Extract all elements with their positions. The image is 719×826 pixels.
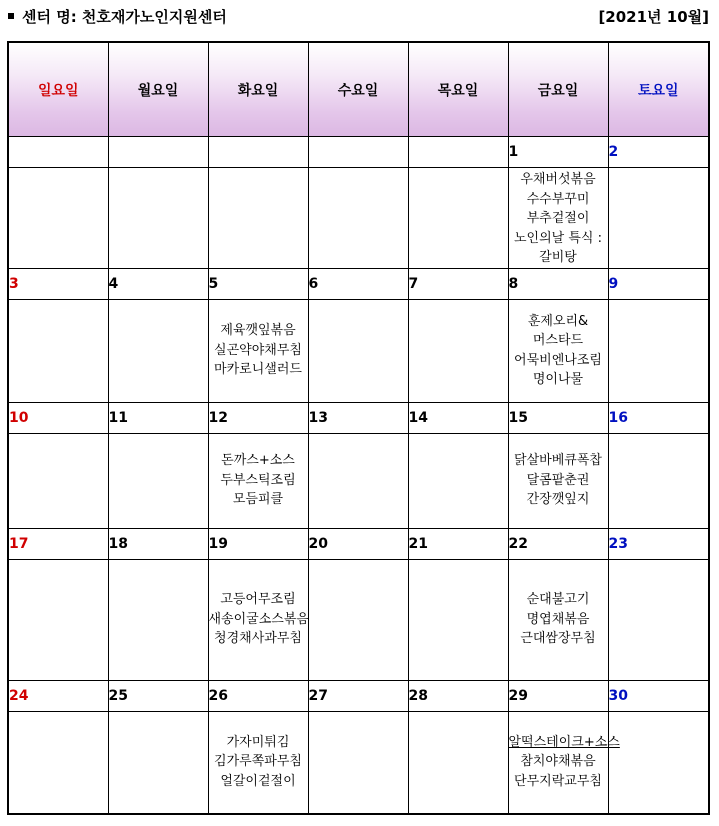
date-cell-monday: 18 (108, 528, 208, 559)
menu-cell-thursday (408, 299, 508, 402)
bullet-icon (8, 13, 14, 19)
menu-row (8, 299, 709, 402)
weekday-tuesday: 화요일 (208, 42, 308, 137)
date-cell-wednesday: 13 (308, 402, 408, 433)
center-name-text: 센터 명: 천호재가노인지원센터 (22, 8, 227, 26)
date-cell-tuesday (208, 137, 308, 168)
menu-cell-monday (108, 433, 208, 528)
menu-cell-thursday (408, 711, 508, 814)
menu-item: 부추겉절이 (526, 211, 590, 226)
menu-cell-tuesday (208, 168, 308, 269)
menu-cell-friday (508, 168, 608, 269)
weekday-wednesday: 수요일 (308, 42, 408, 137)
date-cell-sunday: 10 (8, 402, 108, 433)
menu-item: 돈까스+소스 (221, 453, 295, 469)
date-cell-wednesday (308, 137, 408, 168)
menu-item: 제육깻잎볶음 (220, 323, 296, 339)
menu-cell-sunday (8, 168, 108, 269)
menu-cell-monday (108, 711, 208, 814)
date-cell-tuesday: 26 (208, 680, 308, 711)
date-cell-monday (108, 137, 208, 168)
meal-calendar (7, 41, 710, 815)
date-cell-friday: 22 (508, 528, 608, 559)
date-row (8, 402, 709, 433)
menu-cell-sunday (8, 711, 108, 814)
date-cell-thursday: 21 (408, 528, 508, 559)
menu-row (8, 433, 709, 528)
menu-item: 노인의날 특식 : (514, 230, 602, 246)
menu-item: 달콤팥춘권 (526, 472, 590, 488)
weekday-friday: 금요일 (508, 42, 608, 137)
menu-row (8, 168, 709, 269)
menu-cell-monday (108, 299, 208, 402)
menu-item: 실곤약야채무침 (214, 342, 302, 358)
date-row (8, 268, 709, 299)
date-cell-monday: 25 (108, 680, 208, 711)
menu-item: 훈제오리& (527, 313, 589, 329)
date-cell-tuesday: 19 (208, 528, 308, 559)
menu-cell-saturday (608, 299, 709, 402)
weekday-monday: 월요일 (108, 42, 208, 137)
menu-item: 수수부꾸미 (526, 191, 590, 207)
menu-cell-saturday (608, 168, 709, 269)
date-cell-thursday: 14 (408, 402, 508, 433)
date-cell-saturday: 2 (608, 137, 709, 168)
menu-cell-friday (508, 299, 608, 402)
menu-item: 청경채사과무침 (214, 631, 302, 647)
date-row (8, 528, 709, 559)
menu-cell-tuesday (208, 559, 308, 680)
menu-item: 김가루쪽파무침 (214, 754, 302, 770)
center-name (8, 6, 227, 27)
menu-cell-saturday (608, 711, 709, 814)
menu-item: 마카로니샐러드 (214, 362, 302, 378)
date-row (8, 680, 709, 711)
date-cell-saturday: 23 (608, 528, 709, 559)
menu-row (8, 711, 709, 814)
menu-item: 참치야채볶음 (520, 754, 596, 770)
date-cell-saturday: 16 (608, 402, 709, 433)
date-cell-sunday: 17 (8, 528, 108, 559)
menu-item: 순대불고기 (526, 592, 590, 608)
date-cell-thursday (408, 137, 508, 168)
menu-cell-friday (508, 433, 608, 528)
menu-cell-wednesday (308, 299, 408, 402)
menu-cell-sunday (8, 299, 108, 402)
menu-cell-saturday (608, 433, 709, 528)
menu-cell-wednesday (308, 433, 408, 528)
date-cell-wednesday: 27 (308, 680, 408, 711)
menu-item: 가자미튀김 (226, 734, 290, 750)
menu-cell-wednesday (308, 168, 408, 269)
menu-cell-tuesday (208, 299, 308, 402)
menu-item: 머스타드 (532, 333, 584, 348)
menu-cell-thursday (408, 559, 508, 680)
weekday-thursday: 목요일 (408, 42, 508, 137)
date-cell-monday: 11 (108, 402, 208, 433)
date-cell-tuesday: 12 (208, 402, 308, 433)
menu-cell-thursday (408, 433, 508, 528)
menu-cell-wednesday (308, 559, 408, 680)
menu-item: 새송이굴소스볶음 (208, 611, 309, 627)
date-cell-friday: 1 (508, 137, 608, 168)
menu-cell-tuesday (208, 433, 308, 528)
menu-cell-sunday (8, 559, 108, 680)
weekday-header-row (8, 42, 709, 137)
date-cell-monday: 4 (108, 268, 208, 299)
weekday-saturday: 토요일 (608, 42, 709, 137)
calendar-body (8, 137, 709, 814)
menu-row (8, 559, 709, 680)
menu-cell-friday (508, 711, 620, 814)
date-cell-sunday (8, 137, 108, 168)
date-cell-wednesday: 6 (308, 268, 408, 299)
menu-item: 단무지락교무침 (514, 773, 602, 789)
menu-cell-tuesday (208, 711, 308, 814)
date-cell-saturday: 9 (608, 268, 709, 299)
menu-item: 명엽채볶음 (526, 611, 590, 627)
menu-item: 우채버섯볶음 (520, 172, 596, 187)
date-cell-saturday: 30 (608, 680, 709, 711)
menu-item: 얼갈이겉절이 (220, 773, 296, 789)
weekday-sunday: 일요일 (8, 42, 108, 137)
date-cell-friday: 8 (508, 268, 608, 299)
menu-cell-monday (108, 559, 208, 680)
calendar-header (8, 6, 709, 30)
calendar-period: [2021년 10월] (598, 8, 709, 26)
date-cell-tuesday: 5 (208, 268, 308, 299)
menu-item: 고등어무조림 (220, 592, 296, 608)
menu-cell-thursday (408, 168, 508, 269)
menu-cell-monday (108, 168, 208, 269)
menu-item: 간장깻잎지 (526, 492, 590, 508)
menu-cell-sunday (8, 433, 108, 528)
menu-item: 어묵비엔나조림 (514, 352, 602, 368)
menu-item: 닭살바베큐폭찹 (514, 453, 602, 469)
menu-item: 갈비탕 (539, 250, 577, 265)
menu-item: 알떡스테이크+소스 (508, 734, 620, 750)
menu-cell-friday (508, 559, 608, 680)
menu-cell-wednesday (308, 711, 408, 814)
date-cell-friday: 29 (508, 680, 608, 711)
date-cell-friday: 15 (508, 402, 608, 433)
date-cell-sunday: 3 (8, 268, 108, 299)
menu-item: 두부스틱조림 (220, 472, 296, 488)
menu-item: 명이나물 (532, 372, 584, 387)
date-row (8, 137, 709, 168)
date-cell-wednesday: 20 (308, 528, 408, 559)
date-cell-thursday: 7 (408, 268, 508, 299)
menu-cell-saturday (608, 559, 709, 680)
date-cell-thursday: 28 (408, 680, 508, 711)
menu-item: 근대쌈장무침 (520, 631, 596, 647)
date-cell-sunday: 24 (8, 680, 108, 711)
menu-item: 모듬피클 (232, 492, 284, 508)
